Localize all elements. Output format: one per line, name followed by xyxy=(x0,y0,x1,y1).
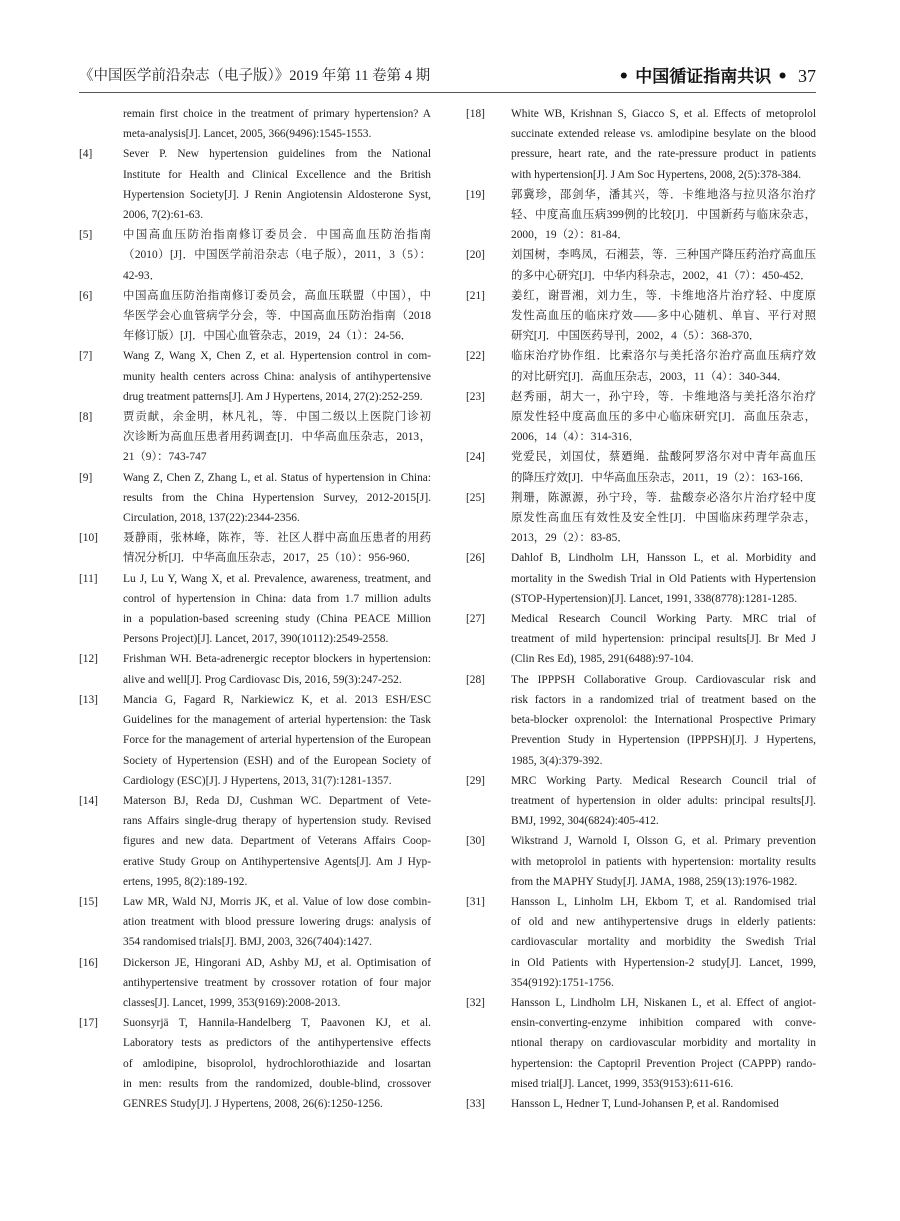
reference-line: Persons Project)[J]. Lancet, 2017, 390(10112):2549-2558. xyxy=(123,633,389,646)
reference-number: [30] xyxy=(466,835,485,848)
reference-line: 2000，19（2）：81-84． xyxy=(511,229,629,242)
reference-entry xyxy=(466,185,816,246)
reference-entry xyxy=(466,286,816,347)
reference-line: succinate extended release vs. amlodipine besylate on the blood xyxy=(511,128,816,141)
reference-line: 荆珊，陈源源，孙宁玲，等．盐酸奈必洛尔片治疗轻中度 xyxy=(511,491,816,504)
reference-text xyxy=(123,528,431,568)
reference-continuation xyxy=(79,104,431,144)
reference-line: 2006, 7(2):61-63. xyxy=(123,209,204,222)
reference-line: 354 randomised trials[J]. BMJ, 2003, 326(7404):1427. xyxy=(123,936,372,949)
reference-line: in Old Patients with Hypertension-2 study[J]. Lancet, 1999, xyxy=(511,956,816,969)
reference-line: 情况分析[J]．中华高血压杂志，2017，25（10）：956-960． xyxy=(123,552,418,565)
reference-text xyxy=(511,609,816,670)
reference-text xyxy=(123,649,431,689)
reference-line: 聂静雨，张林峰，陈祚，等．社区人群中高血压患者的用药 xyxy=(123,532,431,545)
reference-text xyxy=(511,548,816,609)
reference-entry xyxy=(79,649,431,689)
reference-entry xyxy=(79,468,431,529)
reference-line: of amlodipine, bisoprolol, hydrochlorothiazide and losartan xyxy=(123,1057,431,1070)
reference-line: with metoprolol in patients with hypertension: mortality results xyxy=(511,855,816,868)
reference-text xyxy=(123,690,431,791)
reference-line: 年修订版）[J]．中国心血管杂志，2019，24（1）：24-56． xyxy=(123,330,413,343)
reference-number: [16] xyxy=(79,956,98,969)
reference-text xyxy=(511,831,816,892)
reference-text xyxy=(123,407,431,468)
reference-number: [15] xyxy=(79,895,98,908)
reference-line: Hansson L, Linholm LH, Ekbom T, et al. Randomised trial xyxy=(511,895,816,908)
reference-entry xyxy=(466,831,816,892)
reference-entry xyxy=(466,447,816,487)
reference-line: 中国高血压防治指南修订委员会．中国高血压防治指南 xyxy=(123,229,431,242)
reference-text xyxy=(511,771,816,832)
reference-line: 党爱民，刘国仗，蔡廼绳．盐酸阿罗洛尔对中青年高血压 xyxy=(511,451,816,464)
reference-number: [21] xyxy=(466,289,485,302)
reference-text xyxy=(511,346,816,386)
reference-line: 的对比研究[J]．高血压杂志，2003，11（4）：340-344． xyxy=(511,370,789,383)
reference-line: Prevention Study in Hypertension (IPPPSH)[J]. J Hypertens, xyxy=(511,734,816,747)
reference-number: [13] xyxy=(79,693,98,706)
reference-line: hypertension: the Captopril Prevention Project (CAPPP) rando- xyxy=(511,1057,816,1070)
reference-line: 1985, 3(4):379-392. xyxy=(511,754,603,767)
reference-text xyxy=(511,185,816,246)
running-header xyxy=(79,62,816,93)
reference-number: [28] xyxy=(466,673,485,686)
reference-line: drug treatment patterns[J]. Am J Hypertens, 2014, 27(2):252-259. xyxy=(123,390,423,403)
reference-line: Hansson L, Hedner T, Lund-Johansen P, et al. Randomised xyxy=(511,1097,779,1110)
reference-number: [22] xyxy=(466,350,485,363)
reference-entry xyxy=(79,953,431,1014)
reference-number: [17] xyxy=(79,1017,98,1030)
reference-text xyxy=(511,892,816,993)
reference-line: Guidelines for the management of arterial hypertension: the Task xyxy=(123,714,431,727)
reference-text xyxy=(511,387,816,448)
references-left-column xyxy=(79,104,431,1114)
reference-text xyxy=(511,245,816,285)
reference-entry xyxy=(466,488,816,549)
reference-line: GENRES Study[J]. J Hypertens, 2008, 26(6):1250-1256. xyxy=(123,1097,383,1110)
reference-number: [26] xyxy=(466,552,485,565)
reference-entry xyxy=(466,1094,816,1114)
reference-line: of old and new antihypertensive drugs in elderly patients: xyxy=(511,916,816,929)
reference-number: [8] xyxy=(79,411,93,424)
reference-line: Frishman WH. Beta-adrenergic receptor blockers in hypertension: xyxy=(123,653,431,666)
reference-line: 21（9）：743-747 xyxy=(123,451,207,464)
reference-text xyxy=(511,447,816,487)
reference-entry xyxy=(466,548,816,609)
reference-number: [7] xyxy=(79,350,93,363)
reference-line: Law MR, Wald NJ, Morris JK, et al. Value of low dose combin- xyxy=(123,895,431,908)
reference-text xyxy=(123,953,431,1014)
reference-line: pressure, heart rate, and the rate-pressure product in patients xyxy=(511,148,816,161)
reference-line: munity health centers across China: analysis of antihypertensive xyxy=(123,370,431,383)
reference-entry xyxy=(466,387,816,448)
reference-entry xyxy=(466,609,816,670)
reference-line: 次诊断为高血压患者用药调查[J]．中华高血压杂志，2013， xyxy=(123,431,431,444)
reference-line: 郭冀珍，邵剑华，潘其兴，等．卡维地洛与拉贝洛尔治疗 xyxy=(511,188,816,201)
reference-line: remain first choice in the treatment of primary hypertension? A xyxy=(123,108,431,120)
reference-line: 354(9192):1751-1756. xyxy=(511,976,614,989)
reference-number: [10] xyxy=(79,532,98,545)
reference-line: Lu J, Lu Y, Wang X, et al. Prevalence, awareness, treatment, and xyxy=(123,572,431,585)
reference-line: erative Study Group on Antihypertensive Agents[J]. Am J Hyp- xyxy=(123,855,431,868)
reference-entry xyxy=(79,791,431,892)
reference-number: [32] xyxy=(466,996,485,1009)
reference-line: Circulation, 2018, 137(22):2344-2356. xyxy=(123,512,300,525)
reference-line: rans Affairs single-drug therapy of hypertension study. Revised xyxy=(123,815,431,828)
reference-number: [27] xyxy=(466,613,485,626)
reference-line: Dickerson JE, Hingorani AD, Ashby MJ, et al. Optimisation of xyxy=(123,956,431,969)
reference-line: Force for the management of arterial hypertension of the European xyxy=(123,734,431,747)
reference-number: [31] xyxy=(466,895,485,908)
reference-line: MRC Working Party. Medical Research Council trial of xyxy=(511,774,816,787)
reference-number: [23] xyxy=(466,390,485,403)
reference-line: beta-blocker oxprenolol: the International Prospective Primary xyxy=(511,714,816,727)
reference-number: [18] xyxy=(466,108,485,120)
reference-text xyxy=(123,346,431,407)
references-right-column xyxy=(466,104,816,1114)
reference-line: 研究[J]．中国医药导刊，2002，4（5）：368-370． xyxy=(511,330,761,343)
reference-text xyxy=(123,892,431,953)
reference-text xyxy=(511,488,816,549)
reference-entry xyxy=(79,528,431,568)
reference-line: Medical Research Council Working Party. MRC trial of xyxy=(511,613,816,626)
reference-entry xyxy=(79,407,431,468)
reference-line: control of hypertension in China: data from 1.7 million adults xyxy=(123,592,431,605)
reference-line: ation treatment with blood pressure lowering drugs: analysis of xyxy=(123,916,431,929)
reference-text xyxy=(123,104,431,144)
reference-entry xyxy=(79,690,431,791)
reference-line: 2006，14（4）：314-316． xyxy=(511,431,641,444)
reference-text xyxy=(123,225,431,286)
reference-line: (Clin Res Ed), 1985, 291(6488):97-104. xyxy=(511,653,694,666)
reference-line: risk factors in a randomized trial of treatment based on the xyxy=(511,693,816,706)
reference-line: ensin-converting-enzyme inhibition compared with conve- xyxy=(511,1017,816,1030)
reference-number: [6] xyxy=(79,289,93,302)
page-number: 37 xyxy=(798,66,816,86)
reference-line: 42-93． xyxy=(123,269,161,282)
reference-line: Materson BJ, Reda DJ, Cushman WC. Department of Vete- xyxy=(123,794,431,807)
reference-number: [4] xyxy=(79,148,93,161)
reference-number: [24] xyxy=(466,451,485,464)
reference-number: [9] xyxy=(79,471,93,484)
reference-line: cardiovascular mortality and morbidity the Swedish Trial xyxy=(511,936,816,949)
reference-line: 原发性轻中度高血压的多中心临床研究[J]．高血压杂志， xyxy=(511,411,816,424)
reference-number: [12] xyxy=(79,653,98,666)
reference-line: BMJ, 1992, 304(6824):405-412. xyxy=(511,815,659,828)
reference-number: [29] xyxy=(466,774,485,787)
reference-text xyxy=(123,791,431,892)
reference-text xyxy=(123,569,431,650)
reference-entry xyxy=(466,771,816,832)
reference-line: 华医学会心血管病学分会，等．中国高血压防治指南（2018 xyxy=(123,310,431,323)
reference-entry xyxy=(79,286,431,347)
reference-line: 赵秀丽，胡大一，孙宁玲，等．卡维地洛与美托洛尔治疗 xyxy=(511,390,816,403)
reference-text xyxy=(123,468,431,529)
reference-line: Hansson L, Lindholm LH, Niskanen L, et al. Effect of angiot- xyxy=(511,996,816,1009)
reference-line: ntional therapy on cardiovascular morbidity and mortality in xyxy=(511,1037,816,1050)
reference-line: White WB, Krishnan S, Giacco S, et al. Effects of metoprolol xyxy=(511,108,816,120)
reference-line: 临床治疗协作组．比索洛尔与美托洛尔治疗高血压病疗效 xyxy=(511,350,816,363)
reference-line: figures and new data. Department of Veterans Affairs Coop- xyxy=(123,835,431,848)
reference-line: 中国高血压防治指南修订委员会，高血压联盟（中国），中 xyxy=(123,289,431,302)
reference-line: Wikstrand J, Warnold I, Olsson G, et al. Primary prevention xyxy=(511,835,816,848)
section-header xyxy=(618,62,816,87)
reference-entry xyxy=(466,670,816,771)
reference-line: 的多中心研究[J]．中华内科杂志，2002，41（7）：450-452． xyxy=(511,269,812,282)
reference-text xyxy=(123,286,431,347)
reference-text xyxy=(511,670,816,771)
reference-line: meta-analysis[J]. Lancet, 2005, 366(9496):1545-1553. xyxy=(123,128,372,141)
reference-line: Wang Z, Chen Z, Zhang L, et al. Status of hypertension in China: xyxy=(123,471,431,484)
reference-entry xyxy=(466,104,816,185)
reference-entry xyxy=(79,225,431,286)
reference-text xyxy=(511,1094,816,1114)
reference-line: Wang Z, Wang X, Chen Z, et al. Hypertension control in com- xyxy=(123,350,431,363)
reference-number: [5] xyxy=(79,229,93,242)
reference-line: results from the China Hypertension Survey, 2012-2015[J]. xyxy=(123,491,431,504)
reference-text xyxy=(511,993,816,1094)
reference-number: [19] xyxy=(466,188,485,201)
reference-line: treatment of mild hypertension: principal results[J]. Br Med J xyxy=(511,633,816,646)
reference-line: from the MAPHY Study[J]. JAMA, 1988, 259(13):1976-1982. xyxy=(511,875,798,888)
reference-line: Institute for Health and Clinical Excellence and the British xyxy=(123,168,431,181)
reference-line: Dahlof B, Lindholm LH, Hansson L, et al. Morbidity and xyxy=(511,552,816,565)
reference-line: Hypertension Society[J]. J Renin Angiotensin Aldosterone Syst, xyxy=(123,188,431,201)
reference-line: 轻、中度高血压病399例的比较[J]．中国新药与临床杂志， xyxy=(511,209,816,222)
reference-line: The IPPPSH Collaborative Group. Cardiovascular risk and xyxy=(511,673,816,686)
reference-line: 2013，29（2）：83-85． xyxy=(511,532,629,545)
reference-line: Mancia G, Fagard R, Narkiewicz K, et al. 2013 ESH/ESC xyxy=(123,693,431,706)
reference-line: 姜红，谢晋湘，刘力生，等．卡维地洛片治疗轻、中度原 xyxy=(511,289,816,302)
reference-line: 的降压疗效[J]．中华高血压杂志，2011，19（2）：163-166． xyxy=(511,471,812,484)
journal-title: 《中国医学前沿杂志（电子版）》2019 年第 11 卷第 4 期 xyxy=(79,68,431,84)
reference-number: [25] xyxy=(466,491,485,504)
reference-entry xyxy=(79,144,431,225)
reference-line: mised trial[J]. Lancet, 1999, 353(9153):611-616. xyxy=(511,1077,734,1090)
reference-line: mortality in the Swedish Trial in Old Patients with Hypertension xyxy=(511,572,816,585)
reference-number: [11] xyxy=(79,572,98,585)
reference-number: [33] xyxy=(466,1097,485,1110)
reference-text xyxy=(511,286,816,347)
reference-line: antihypertensive treatment by crossover rotation of four major xyxy=(123,976,431,989)
reference-line: Suonsyrjä T, Hannila-Handelberg T, Paavonen KJ, et al. xyxy=(123,1017,431,1030)
reference-entry xyxy=(79,1013,431,1114)
section-title: • 中国循证指南共识 • xyxy=(618,67,788,87)
reference-entry xyxy=(466,993,816,1094)
reference-line: in a population-based screening study (China PEACE Million xyxy=(123,613,431,626)
reference-line: 刘国树，李鸣凤，石湘芸，等．三种国产降压药治疗高血压 xyxy=(511,249,816,262)
reference-entry xyxy=(466,245,816,285)
reference-line: 贾贡献，余金明，林凡礼，等．中国二级以上医院门诊初 xyxy=(123,411,431,424)
reference-line: 发性高血压的临床疗效——多中心随机、单盲、平行对照 xyxy=(511,310,816,323)
reference-entry xyxy=(79,892,431,953)
reference-line: in men: results from the randomized, double-blind, crossover xyxy=(123,1077,431,1090)
reference-line: Laboratory tests as predictors of the antihypertensive effects xyxy=(123,1037,431,1050)
reference-line: （2010）[J]．中国医学前沿杂志（电子版），2011，3（5）： xyxy=(123,249,431,262)
reference-line: with hypertension[J]. J Am Soc Hypertens, 2008, 2(5):378-384. xyxy=(511,168,802,181)
reference-line: (STOP-Hypertension)[J]. Lancet, 1991, 338(8778):1281-1285. xyxy=(511,592,798,605)
reference-text xyxy=(123,144,431,225)
reference-line: Cardiology (ESC)[J]. J Hypertens, 2013, 31(7):1281-1357. xyxy=(123,774,392,787)
reference-entry xyxy=(466,892,816,993)
reference-entry xyxy=(79,346,431,407)
reference-text xyxy=(511,104,816,185)
reference-line: alive and well[J]. Prog Cardiovasc Dis, 2016, 59(3):247-252. xyxy=(123,673,402,686)
reference-line: ertens, 1995, 8(2):189-192. xyxy=(123,875,248,888)
reference-entry xyxy=(466,346,816,386)
reference-number: [20] xyxy=(466,249,485,262)
reference-line: classes[J]. Lancet, 1999, 353(9169):2008-2013. xyxy=(123,996,341,1009)
reference-line: Society of Hypertension (ESH) and of the European Society of xyxy=(123,754,431,767)
reference-line: Sever P. New hypertension guidelines from the National xyxy=(123,148,431,161)
reference-line: treatment of hypertension in older adults: principal results[J]. xyxy=(511,794,816,807)
reference-number: [14] xyxy=(79,794,98,807)
reference-text xyxy=(123,1013,431,1114)
reference-entry xyxy=(79,569,431,650)
reference-line: 原发性高血压有效性及安全性[J]．中国临床药理学杂志， xyxy=(511,512,816,525)
